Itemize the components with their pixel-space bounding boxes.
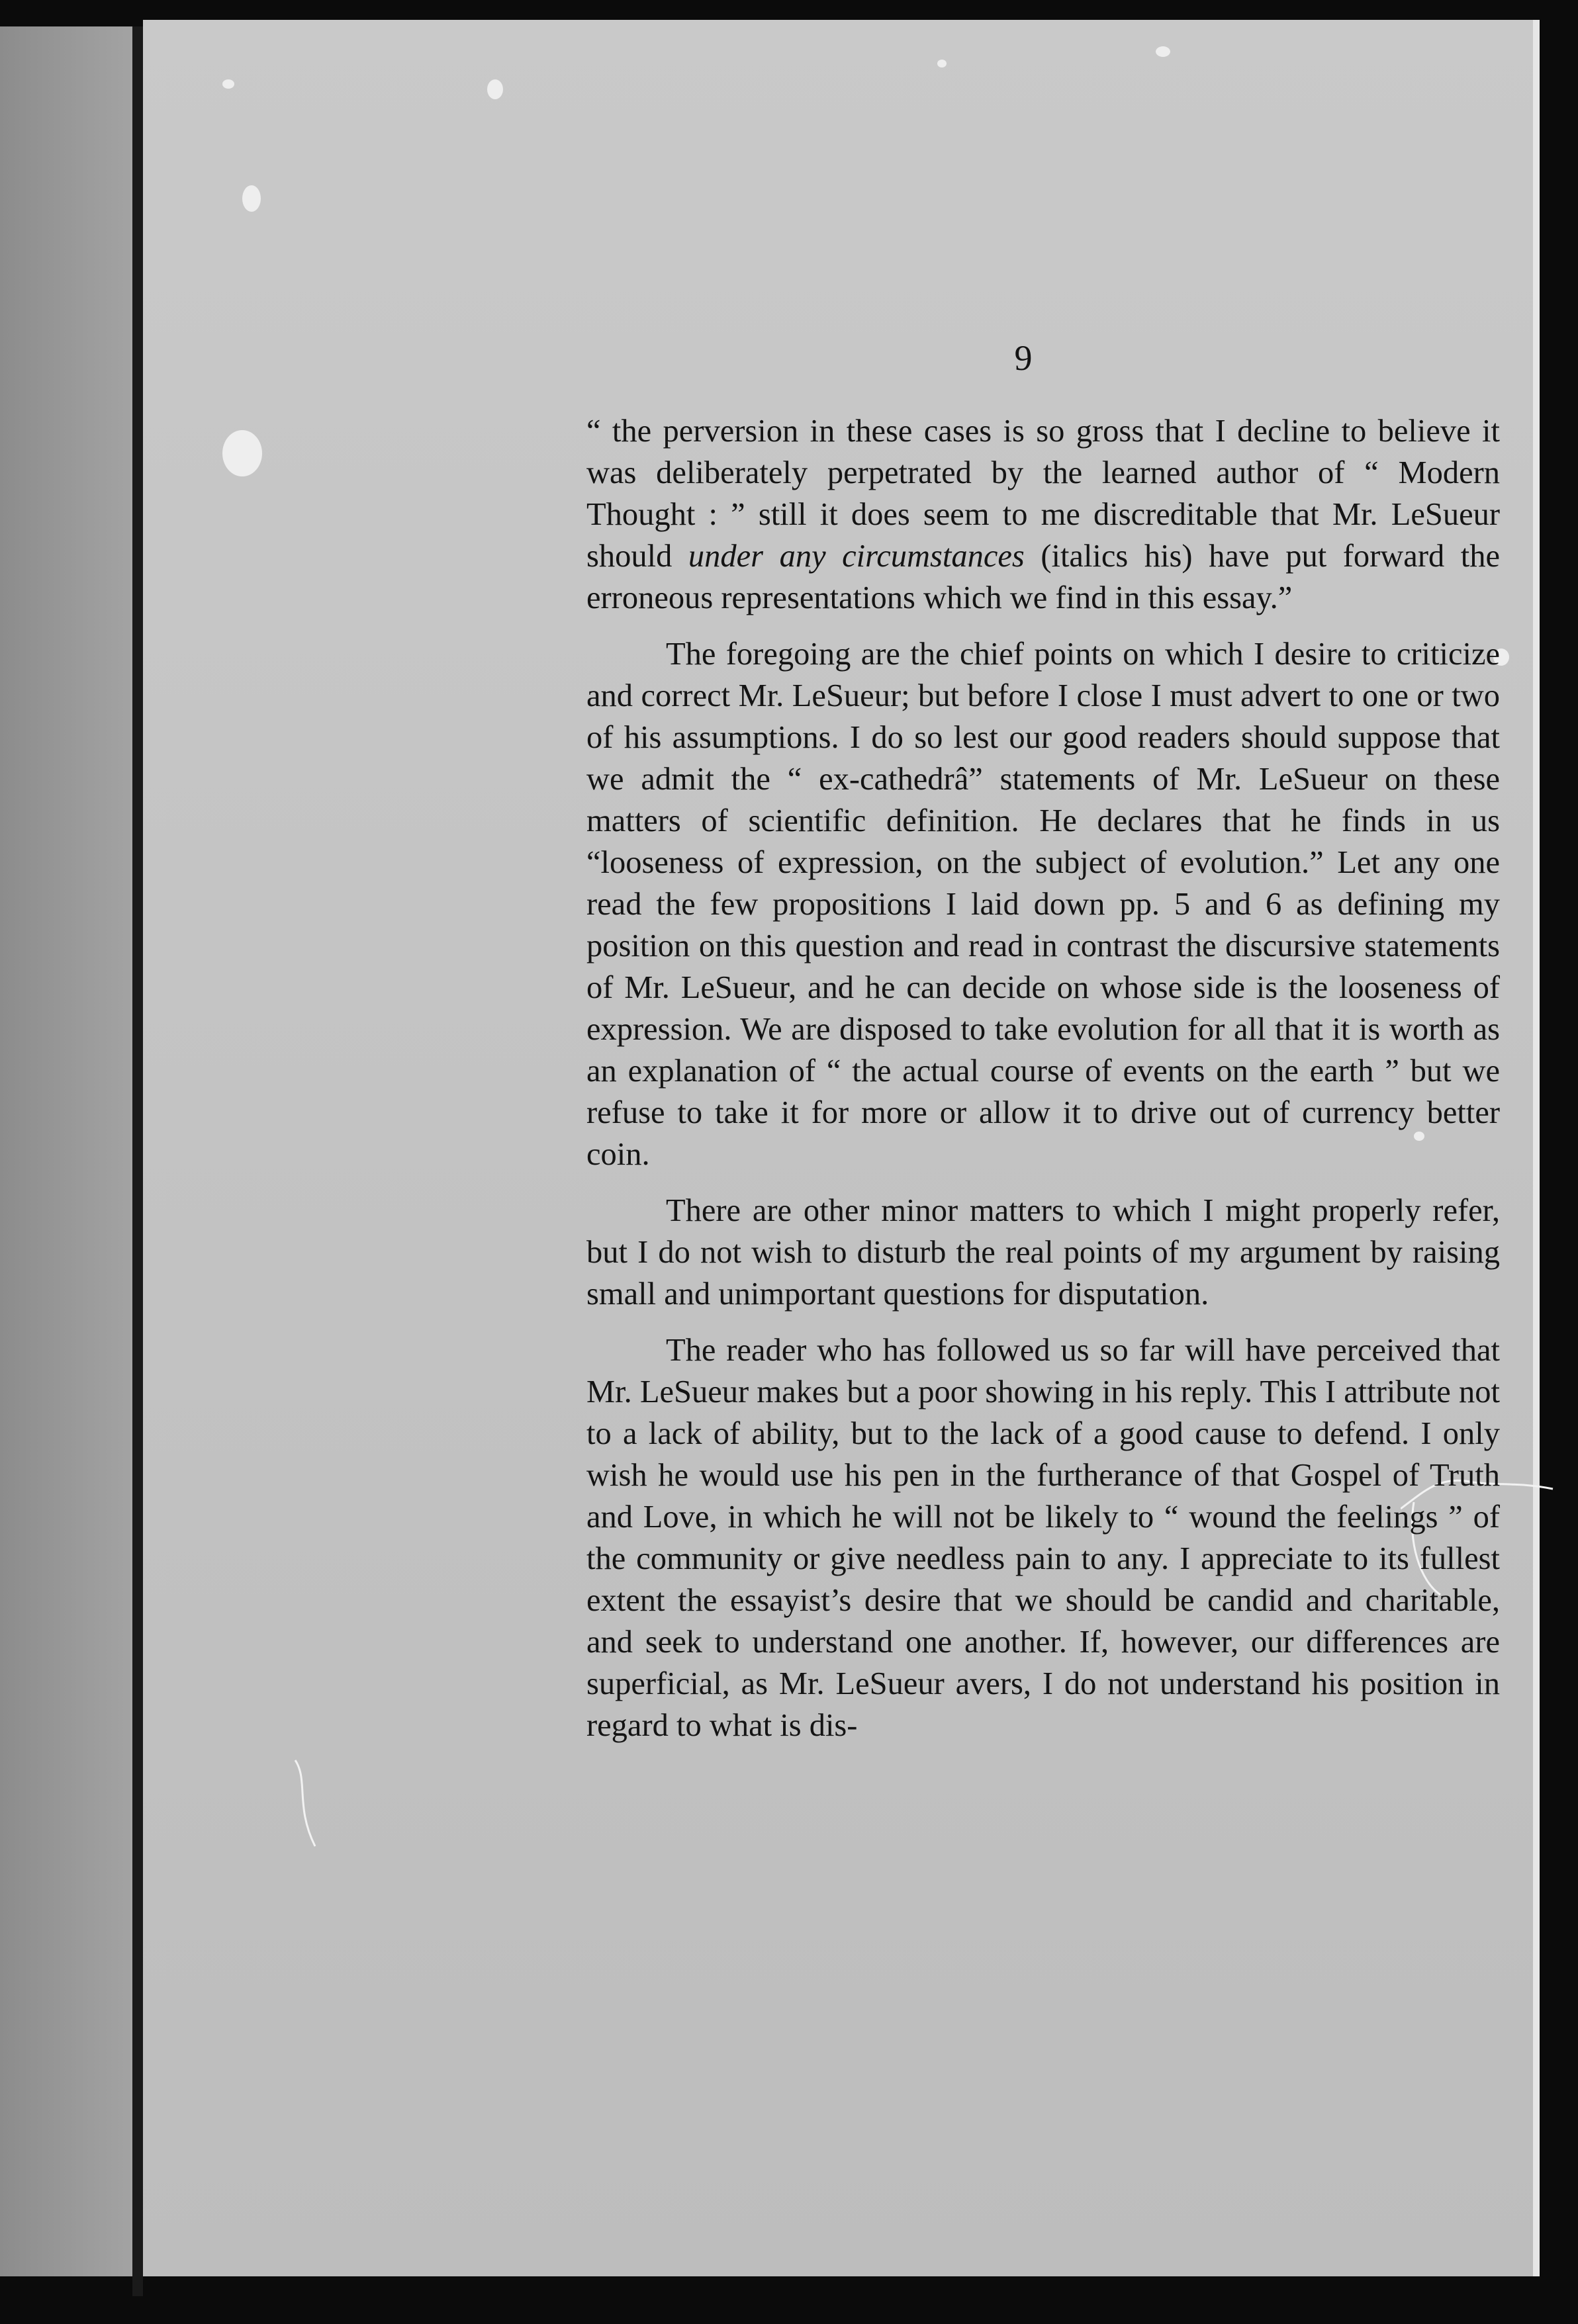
paragraph-3: There are other minor matters to which I might properly refer, but I do not wish to disturb the real points of my argument by raising small and unimportant questions for disputation. <box>586 1193 1500 1312</box>
dust-speck <box>242 185 261 212</box>
hair-scratch <box>282 1754 361 1859</box>
paragraph-1-text-end: (italics his) have put forward the erroneous representations which we find in this essay.” <box>586 539 1500 615</box>
dust-speck <box>937 60 947 67</box>
dust-speck <box>222 79 234 89</box>
body-text <box>586 410 1500 1761</box>
paragraph-1-text-start: “ the perversion in these cases is so gross that I decline to believe it was deliberately perpetrated by the learned author of “ Modern Thought : ” still it does seem to me discreditable that Mr. LeSueur should <box>586 414 1500 574</box>
dust-speck <box>1156 46 1170 57</box>
paragraph-4: The reader who has followed us so far will have perceived that Mr. LeSueur makes but a poor showing in his reply. This I attribute not to a lack of ability, but to the lack of a good cause to defend. I only wish he would use his pen in the furtherance of that Gospel of Truth and Love, in which he will not be likely to “ wound the feelings ” of the community or give needless pain to any. I appreciate to its fullest extent the essayist’s desire that we should be candid and charitable, and seek to understand one another. If, however, our differences are superficial, as Mr. LeSueur avers, I do not understand his position in regard to what is dis- <box>586 1333 1500 1743</box>
paragraph-2: The foregoing are the chief points on which I desire to criticize and correct Mr. LeSueur; but before I close I must advert to one or two of his assumptions. I do so lest our good readers should suppose that we admit the “ ex-cathedrâ” statements of Mr. LeSueur on these matters of scientific definition. He declares that he finds in us “looseness of expression, on the subject of evolution.” Let any one read the few propositions I laid down pp. 5 and 6 as defining my position on this question and read in contrast the discursive statements of Mr. LeSueur, and he can decide on whose side is the looseness of expression. We are disposed to take evolution for all that it is worth as an explanation of “ the actual course of events on the earth ” but we refuse to take it for more or allow it to drive out of currency better coin. <box>586 637 1500 1172</box>
book-gutter-line <box>132 26 143 2296</box>
facing-page-strip <box>0 26 132 2276</box>
page-number: 9 <box>1014 338 1033 378</box>
dust-speck <box>222 430 262 476</box>
paragraph-1-italic-phrase: under any circumstances <box>688 539 1025 574</box>
paragraph-1 <box>586 410 1500 619</box>
dust-speck <box>487 79 503 99</box>
book-page <box>143 20 1540 2276</box>
